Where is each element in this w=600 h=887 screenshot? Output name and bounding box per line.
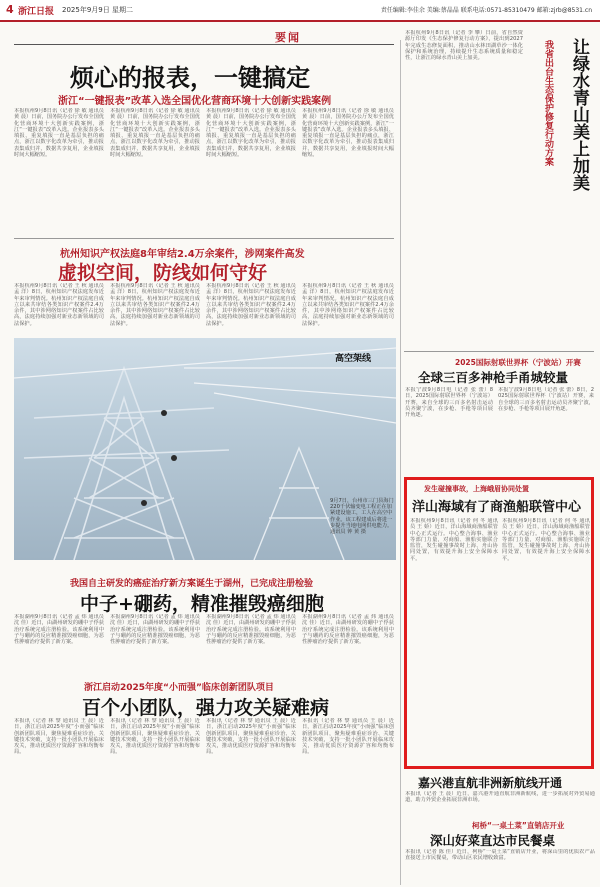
masthead [0, 0, 600, 22]
story7-col1: 本报杭州9月8日讯（记者 何 冬 通讯员 王 娇）近日，洋山海域商渔船联管中心正式运行。中心整合海事、渔业等部门力量，对商船、渔船实施联合监管，发生碰撞事故时上海、舟山协同处置，有效提升海上安全保障水平。 [410, 518, 498, 562]
story4-kicker: 浙江启动2025年度“小而强”临床创新团队项目 [84, 683, 274, 693]
story4-col4: 本报讯（记者 林 黎 通讯员 王 晨）近日，浙江启动2025年度“小而强”临床创新团队项目，聚焦疑难重症诊治、关键技术突破，支持一批小团队开展临床攻关，推动优质医疗资源扩容和均衡布局。 [302, 718, 394, 756]
story2-col4: 本报杭州9月8日讯（记者 王 秋 通讯员 孟 洋）8日，杭州知识产权法庭发布近年来审判情况。杭州知识产权法庭自成立以来共审结各类知识产权案件2.4万余件，其中涉网络知识产权案件占比较高，法庭持续加强对新业态新领域的司法保护。 [302, 283, 394, 327]
story6-col1: 本报宁波9月8日电（记者 张 蕾）8日，2025国际射联世界杯（宁波站）开赛，来自全球的三百多名射击运动员齐聚宁波，在步枪、手枪等项目展开角逐。 [405, 387, 493, 419]
story7-headline: 洋山海域有了商渔船联管中心 [412, 500, 582, 515]
rule-1 [14, 238, 394, 239]
story3-col1: 本报湖州9月8日讯（记者 孟 炜 通讯员 沈 佳）近日，由湖州研发的硼中子俘获治疗系统完成注册检验。该系统利用中子与硼药的反应精准摧毁癌细胞，为恶性肿瘤治疗提供了新方案。 [14, 614, 104, 646]
story1-col1: 本报杭州9月8日讯（记者 徐 敏 通讯员 黄 晨）日前，国务院办公厅发布全国优化营商环境十大创新实践案例，浙江“一键报表”改革入选。企业报表多头填报、重复填报一直是基层负担的痛点，浙江以数字化改革为牵引，推动报表集成归并、数据共享复用，企业填报时间大幅缩短。 [14, 108, 104, 159]
story2-col2: 本报杭州9月8日讯（记者 王 秋 通讯员 孟 洋）8日，杭州知识产权法庭发布近年来审判情况。杭州知识产权法庭自成立以来共审结各类知识产权案件2.4万余件，其中涉网络知识产权案件占比较高，法庭持续加强对新业态新领域的司法保护。 [110, 283, 200, 327]
story2-col1: 本报杭州9月8日讯（记者 王 秋 通讯员 孟 洋）8日，杭州知识产权法庭发布近年来审判情况。杭州知识产权法庭自成立以来共审结各类知识产权案件2.4万余件，其中涉网络知识产权案件占比较高，法庭持续加强对新业态新领域的司法保护。 [14, 283, 104, 327]
story1-subhead: 浙江“一键报表”改革入选全国优化营商环境十大创新实践案例 [58, 96, 332, 107]
editor-info: 责任编辑:李佳余 美编:蔡晶晶 联系电话:0571-85310479 邮箱:zjrb@8531.cn [380, 7, 592, 14]
story4-col3: 本报讯（记者 林 黎 通讯员 王 晨）近日，浙江启动2025年度“小而强”临床创新团队项目，聚焦疑难重症诊治、关键技术突破，支持一批小团队开展临床攻关，推动优质医疗资源扩容和均衡布局。 [206, 718, 296, 756]
story4-col1: 本报讯（记者 林 黎 通讯员 王 晨）近日，浙江启动2025年度“小而强”临床创新团队项目，聚焦疑难重症诊治、关键技术突破，支持一批小团队开展临床攻关，推动优质医疗资源扩容和均衡布局。 [14, 718, 104, 756]
story1-col4: 本报杭州9月8日讯（记者 徐 敏 通讯员 黄 晨）日前，国务院办公厅发布全国优化营商环境十大创新实践案例，浙江“一键报表”改革入选。企业报表多头填报、重复填报一直是基层负担的痛点，浙江以数字化改革为牵引，推动报表集成归并、数据共享复用，企业填报时间大幅缩短。 [302, 108, 394, 159]
story3-headline: 中子+硼药，精准摧毁癌细胞 [80, 593, 324, 615]
story3-col2: 本报湖州9月8日讯（记者 孟 炜 通讯员 沈 佳）近日，由湖州研发的硼中子俘获治疗系统完成注册检验。该系统利用中子与硼药的反应精准摧毁癌细胞，为恶性肿瘤治疗提供了新方案。 [110, 614, 200, 646]
story5-headline: 让绿水青山美上加美 [569, 38, 589, 191]
story6-col2: 本报宁波9月8日电（记者 张 蕾）8日，2025国际射联世界杯（宁波站）开赛，来自全球的三百多名射击运动员齐聚宁波，在步枪、手枪等项目展开角逐。 [498, 387, 594, 412]
story7-kicker: 发生碰撞事故，上海峨眉协同处置 [424, 485, 529, 493]
section-title: 要闻 [275, 31, 301, 44]
photo-caption: 9月7日，台州市三门县海门220千伏输变电工程正在加紧建设施工，工人在高空中作业。该工程建成后将进一步提升当地电网供电能力。通讯员 钟 黄 摄 [330, 498, 394, 536]
photo-tag: 高空架线 [335, 354, 372, 364]
story1-col3: 本报杭州9月8日讯（记者 徐 敏 通讯员 黄 晨）日前，国务院办公厅发布全国优化营商环境十大创新实践案例，浙江“一键报表”改革入选。企业报表多头填报、重复填报一直是基层负担的痛点，浙江以数字化改革为牵引，推动报表集成归并、数据共享复用，企业填报时间大幅缩短。 [206, 108, 296, 159]
story2-headline: 虚拟空间，防线如何守好 [58, 262, 268, 284]
story5-body: 本报杭州9月8日讯（记者 李 攀）日前，省自然资源厅印发《生态保护修复行动方案》，提出到2027年完成生态修复面积，推动山水林田湖草沙一体化保护和系统治理，持续提升生态系统质量和稳定性，让浙江的绿水青山美上加美。 [405, 30, 523, 62]
story4-headline: 百个小团队，强力攻关疑难病 [82, 697, 330, 719]
story2-col3: 本报杭州9月8日讯（记者 王 秋 通讯员 孟 洋）8日，杭州知识产权法庭发布近年来审判情况。杭州知识产权法庭自成立以来共审结各类知识产权案件2.4万余件，其中涉网络知识产权案件占比较高，法庭持续加强对新业态新领域的司法保护。 [206, 283, 296, 327]
story3-kicker: 我国自主研发的癌症治疗新方案诞生于湖州，已完成注册检验 [70, 579, 314, 589]
story1-col2: 本报杭州9月8日讯（记者 徐 敏 通讯员 黄 晨）日前，国务院办公厅发布全国优化营商环境十大创新实践案例，浙江“一键报表”改革入选。企业报表多头填报、重复填报一直是基层负担的痛点，浙江以数字化改革为牵引，推动报表集成归并、数据共享复用，企业填报时间大幅缩短。 [110, 108, 200, 159]
story1-headline: 烦心的报表，一键搞定 [70, 63, 310, 92]
story6-headline: 全球三百多神枪手甬城较量 [418, 370, 569, 385]
story4-col2: 本报讯（记者 林 黎 通讯员 王 晨）近日，浙江启动2025年度“小而强”临床创新团队项目，聚焦疑难重症诊治、关键技术突破，支持一批小团队开展临床攻关，推动优质医疗资源扩容和均衡布局。 [110, 718, 200, 756]
column-divider [400, 40, 401, 885]
page-number: 4 [6, 3, 14, 16]
rule-right-1 [404, 351, 594, 352]
story3-col4: 本报湖州9月8日讯（记者 孟 炜 通讯员 沈 佳）近日，由湖州研发的硼中子俘获治疗系统完成注册检验。该系统利用中子与硼药的反应精准摧毁癌细胞，为恶性肿瘤治疗提供了新方案。 [302, 614, 394, 646]
story2-kicker: 杭州知识产权法庭8年审结2.4万余案件，涉网案件高发 [60, 249, 305, 260]
paper-name: 浙江日报 [18, 7, 55, 17]
section-rule [14, 44, 394, 45]
issue-date: 2025年9月9日 星期二 [62, 6, 133, 14]
story3-col3: 本报湖州9月8日讯（记者 孟 炜 通讯员 沈 佳）近日，由湖州研发的硼中子俘获治疗系统完成注册检验。该系统利用中子与硼药的反应精准摧毁癌细胞，为恶性肿瘤治疗提供了新方案。 [206, 614, 296, 646]
story9-kicker: 柯桥“一桌土菜”直销店开业 [472, 821, 565, 830]
story7-col2: 本报杭州9月8日讯（记者 何 冬 通讯员 王 娇）近日，洋山海域商渔船联管中心正式运行。中心整合海事、渔业等部门力量，对商船、渔船实施联合监管，发生碰撞事故时上海、舟山协同处置，有效提升海上安全保障水平。 [502, 518, 590, 562]
story9-headline: 深山好菜直达市民餐桌 [430, 833, 556, 848]
story6-kicker: 2025国际射联世界杯（宁波站）开赛 [455, 358, 581, 367]
story8-headline: 嘉兴港直航非洲新航线开通 [418, 776, 563, 790]
story8-body: 本报讯（记者 王 晨）近日，嘉兴港开通直航非洲新航线，进一步拓展对外贸易通道，助力外贸企业拓展非洲市场。 [405, 791, 595, 804]
story9-body: 本报讯（记者 陈 佳）近日，柯桥“一桌土菜”直销店开业，将深山里的优质农产品直接送上市民餐桌，带动山区农民增收致富。 [405, 849, 595, 862]
story5-subhead: 我省出台生态保护修复行动方案 [543, 40, 553, 166]
